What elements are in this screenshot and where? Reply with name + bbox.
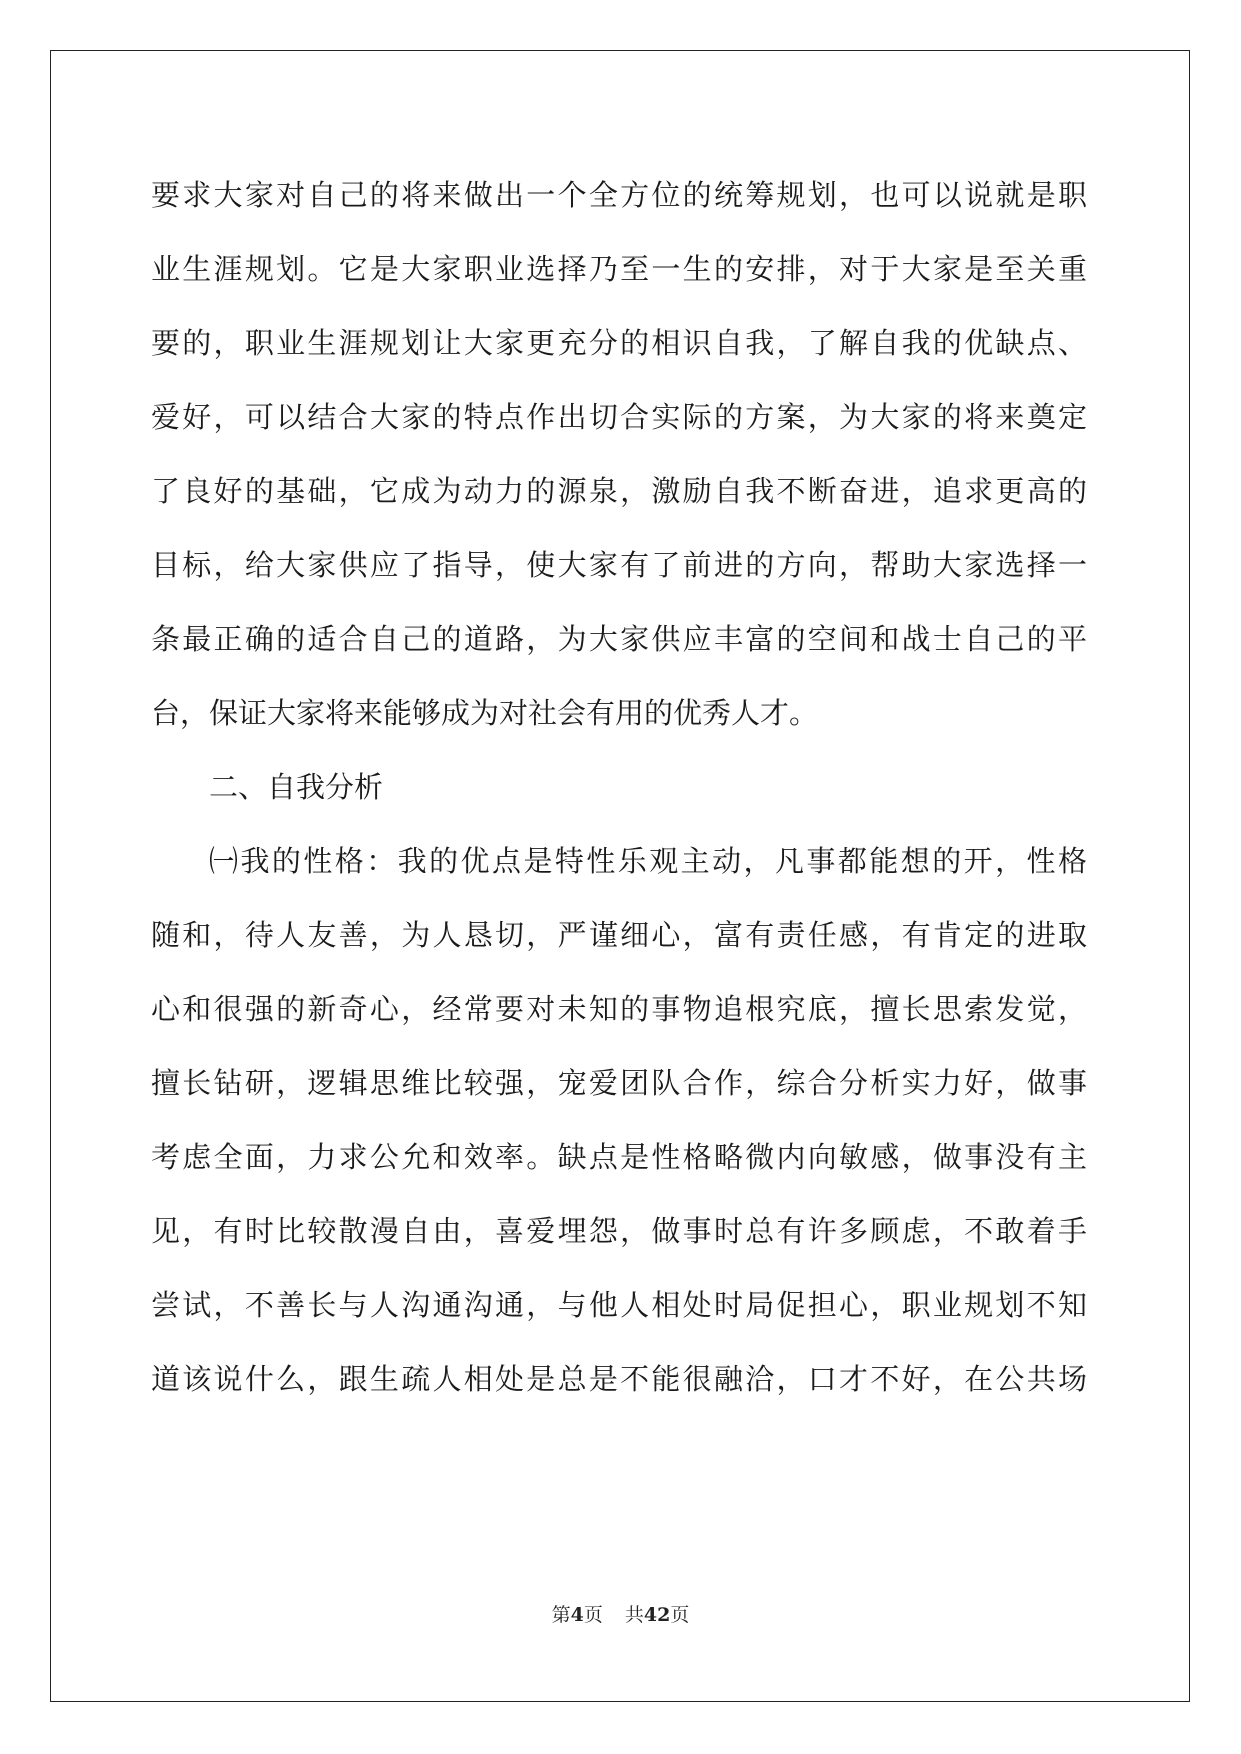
section-heading: 二、自我分析 bbox=[209, 770, 384, 804]
paragraph-line: 道该说什么，跟生疏人相处是总是不能很融洽，口才不好，在公共场 bbox=[151, 1362, 1087, 1396]
document-body bbox=[151, 158, 1087, 1416]
page-suffix: 页 bbox=[583, 1604, 603, 1626]
paragraph-line: 爱好，可以结合大家的特点作出切合实际的方案，为大家的将来奠定 bbox=[151, 400, 1087, 434]
paragraph-line: 考虑全面，力求公允和效率。缺点是性格略微内向敏感，做事没有主 bbox=[151, 1140, 1087, 1174]
page-prefix: 第 bbox=[551, 1604, 571, 1626]
paragraph-line: 目标，给大家供应了指导，使大家有了前进的方向，帮助大家选择一 bbox=[151, 548, 1087, 582]
paragraph-line: ㈠我的性格：我的优点是特性乐观主动，凡事都能想的开，性格 bbox=[209, 844, 1087, 878]
paragraph-line: 了良好的基础，它成为动力的源泉，激励自我不断奋进，追求更高的 bbox=[151, 474, 1087, 508]
paragraph-line: 随和，待人友善，为人恳切，严谨细心，富有责任感，有肯定的进取 bbox=[151, 918, 1087, 952]
total-suffix: 页 bbox=[670, 1604, 690, 1626]
paragraph-line: 尝试，不善长与人沟通沟通，与他人相处时局促担心，职业规划不知 bbox=[151, 1288, 1087, 1322]
total-pages: 42 bbox=[643, 1604, 671, 1626]
paragraph-line: 见，有时比较散漫自由，喜爱埋怨，做事时总有许多顾虑，不敢着手 bbox=[151, 1214, 1087, 1248]
paragraph-line: 要求大家对自己的将来做出一个全方位的统筹规划，也可以说就是职 bbox=[151, 178, 1087, 212]
paragraph-line: 台，保证大家将来能够成为对社会有用的优秀人才。 bbox=[151, 696, 819, 730]
page-footer bbox=[0, 1600, 1241, 1627]
paragraph-line: 心和很强的新奇心，经常要对未知的事物追根究底，擅长思索发觉， bbox=[151, 992, 1087, 1026]
page-number: 4 bbox=[570, 1604, 584, 1626]
paragraph-line: 业生涯规划。它是大家职业选择乃至一生的安排，对于大家是至关重 bbox=[151, 252, 1087, 286]
paragraph-line: 擅长钻研，逻辑思维比较强，宠爱团队合作，综合分析实力好，做事 bbox=[151, 1066, 1087, 1100]
paragraph-line: 条最正确的适合自己的道路，为大家供应丰富的空间和战士自己的平 bbox=[151, 622, 1087, 656]
paragraph-line: 要的，职业生涯规划让大家更充分的相识自我，了解自我的优缺点、 bbox=[151, 326, 1087, 360]
total-prefix: 共 bbox=[624, 1604, 644, 1626]
